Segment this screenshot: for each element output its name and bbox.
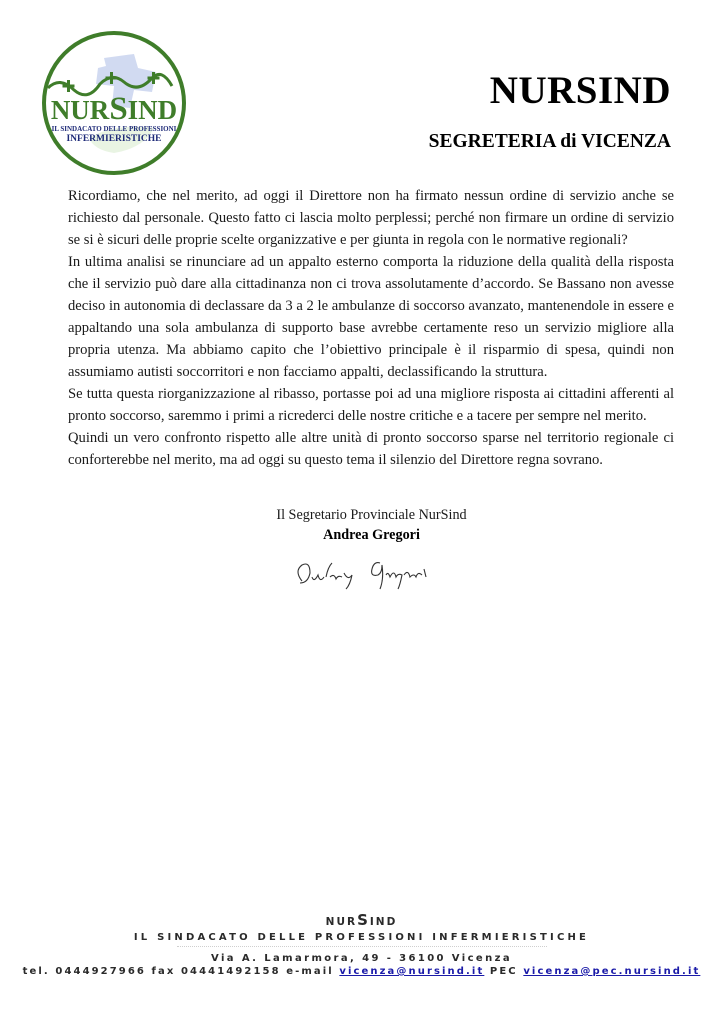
footer-divider — [177, 946, 547, 948]
footer-brand — [0, 912, 723, 930]
body-paragraph: Quindi un vero confronto rispetto alle altre unità di pronto soccorso sparse nel territorio regionale ci conforterebbe nel merito, ma ad oggi su questo tema il silenzio del Direttore regna sovrano. — [68, 430, 674, 468]
footer-phone-fax: tel. 0444927966 fax 04441492158 e-mail — [22, 966, 340, 977]
letter-body — [68, 185, 674, 471]
pec-email-link[interactable]: vicenza@pec.nursind.it — [523, 966, 701, 977]
signer-name: Andrea Gregori — [323, 527, 420, 543]
nursind-logo — [34, 28, 194, 178]
header-title: NURSIND — [489, 69, 671, 112]
footer-address: Via A. Lamarmora, 49 - 36100 Vicenza — [211, 953, 512, 964]
footer-brand-post: IND — [369, 916, 398, 928]
footer-brand-big: S — [357, 911, 370, 929]
handwritten-signature — [290, 555, 450, 593]
pec-label: PEC — [484, 966, 524, 977]
logo-wordmark: NURSIND — [50, 91, 178, 127]
signature-block — [0, 505, 723, 545]
footer-tagline: IL SINDACATO DELLE PROFESSIONI INFERMIERISTICHE — [133, 932, 590, 943]
body-paragraph: Ricordiamo, che nel merito, ad oggi il Direttore non ha firmato nessun ordine di servizio anche se richiesto dal personale. Questo fatto ci lascia molto perplessi; perché non firmare un ordine di servizio se si è sicuri delle proprie scelte organizzative e per giunta in regola con le normative regionali? — [68, 188, 674, 248]
signer-role: Il Segretario Provinciale NurSind — [276, 507, 467, 523]
body-paragraph: In ultima analisi se rinunciare ad un appalto esterno comporta la riduzione della qualità della risposta che il servizio può dare alla cittadinanza non ci trova assolutamente d’accordo. Se Bassano non avesse deciso in autonomia di declassare da 3 a 2 le ambulanze di soccorso avanzato, mantenendole in essere e appaltando una sola ambulanza di supporto base avrebbe certamente reso un servizio migliore alla propria utenza. Ma abbiamo capito che l’obiettivo principale è il risparmio di spesa, quindi non assumiamo autisti soccorritori e non facciamo appalti, declassificando la struttura. — [68, 254, 674, 380]
email-link[interactable]: vicenza@nursind.it — [339, 966, 485, 977]
body-paragraph: Se tutta questa riorganizzazione al ribasso, portasse poi ad una migliore risposta ai cittadini afferenti al pronto soccorso, saremmo i primi a ricrederci delle nostre critiche e a tacere per sempre nel merito. — [68, 386, 674, 424]
header-subtitle: SEGRETERIA di VICENZA — [428, 131, 671, 152]
footer-brand-pre: NUR — [325, 916, 358, 928]
footer-contact — [0, 965, 723, 979]
footer — [0, 912, 723, 979]
logo-tagline-1: IL SINDACATO DELLE PROFESSIONI — [51, 125, 177, 133]
logo-tagline-2: INFERMIERISTICHE — [66, 134, 162, 144]
